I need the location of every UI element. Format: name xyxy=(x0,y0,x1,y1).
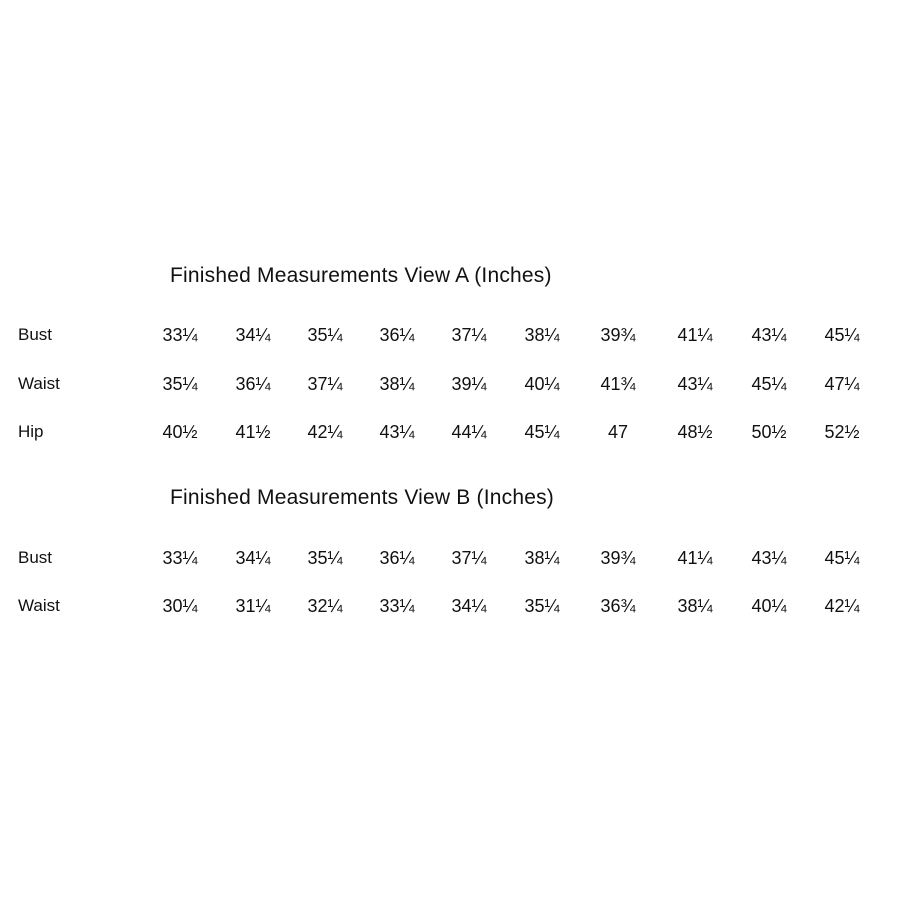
measurement-value: 33¼ xyxy=(379,596,415,616)
row-label: Waist xyxy=(18,374,60,393)
measurement-value: 32¼ xyxy=(307,596,343,616)
measurement-value: 36¼ xyxy=(235,374,271,394)
measurement-value: 33¼ xyxy=(162,325,198,345)
measurement-value: 45¼ xyxy=(824,548,860,568)
measurement-value: 38¼ xyxy=(379,374,415,394)
measurement-value: 39¼ xyxy=(451,374,487,394)
measurement-value: 42¼ xyxy=(307,422,343,442)
measurement-value: 45¼ xyxy=(524,422,560,442)
measurement-value: 34¼ xyxy=(451,596,487,616)
measurement-value: 41¼ xyxy=(677,548,713,568)
row-label: Waist xyxy=(18,596,60,615)
table-title: Finished Measurements View A (Inches) xyxy=(170,264,552,287)
measurement-value: 44¼ xyxy=(451,422,487,442)
row-label: Bust xyxy=(18,548,53,567)
measurement-value: 31¼ xyxy=(235,596,271,616)
measurement-value: 38¼ xyxy=(524,325,560,345)
measurement-value: 39¾ xyxy=(600,548,636,568)
measurement-value: 35¼ xyxy=(524,596,560,616)
measurement-value: 30¼ xyxy=(162,596,198,616)
measurement-value: 36¾ xyxy=(600,596,636,616)
measurement-value: 47 xyxy=(607,422,629,442)
measurement-value: 43¼ xyxy=(677,374,713,394)
measurement-value: 52½ xyxy=(824,422,860,442)
measurement-value: 35¼ xyxy=(307,325,343,345)
measurement-row xyxy=(0,419,898,445)
measurement-value: 35¼ xyxy=(162,374,198,394)
measurement-value: 36¼ xyxy=(379,548,415,568)
measurement-value: 43¼ xyxy=(751,548,787,568)
measurement-value: 36¼ xyxy=(379,325,415,345)
measurement-value: 37¼ xyxy=(307,374,343,394)
measurement-value: 39¾ xyxy=(600,325,636,345)
measurement-row xyxy=(0,371,898,397)
measurement-row xyxy=(0,322,898,348)
measurement-value: 41¾ xyxy=(600,374,636,394)
measurement-value: 37¼ xyxy=(451,548,487,568)
measurement-value: 35¼ xyxy=(307,548,343,568)
measurement-value: 47¼ xyxy=(824,374,860,394)
row-label: Bust xyxy=(18,325,53,344)
measurement-value: 40½ xyxy=(162,422,198,442)
measurement-value: 34¼ xyxy=(235,548,271,568)
measurement-value: 34¼ xyxy=(235,325,271,345)
measurement-value: 42¼ xyxy=(824,596,860,616)
measurement-value: 45¼ xyxy=(751,374,787,394)
measurement-value: 43¼ xyxy=(379,422,415,442)
measurement-value: 45¼ xyxy=(824,325,860,345)
measurement-value: 37¼ xyxy=(451,325,487,345)
measurement-value: 38¼ xyxy=(524,548,560,568)
measurement-value: 33¼ xyxy=(162,548,198,568)
measurement-value: 38¼ xyxy=(677,596,713,616)
measurement-value: 43¼ xyxy=(751,325,787,345)
table-title: Finished Measurements View B (Inches) xyxy=(170,486,555,509)
measurement-value: 40¼ xyxy=(751,596,787,616)
measurement-value: 41¼ xyxy=(677,325,713,345)
measurement-value: 40¼ xyxy=(524,374,560,394)
measurement-value: 48½ xyxy=(677,422,713,442)
measurement-row xyxy=(0,593,898,619)
measurement-value: 50½ xyxy=(751,422,787,442)
measurement-value: 41½ xyxy=(235,422,271,442)
measurement-row xyxy=(0,545,898,571)
row-label: Hip xyxy=(18,422,44,441)
